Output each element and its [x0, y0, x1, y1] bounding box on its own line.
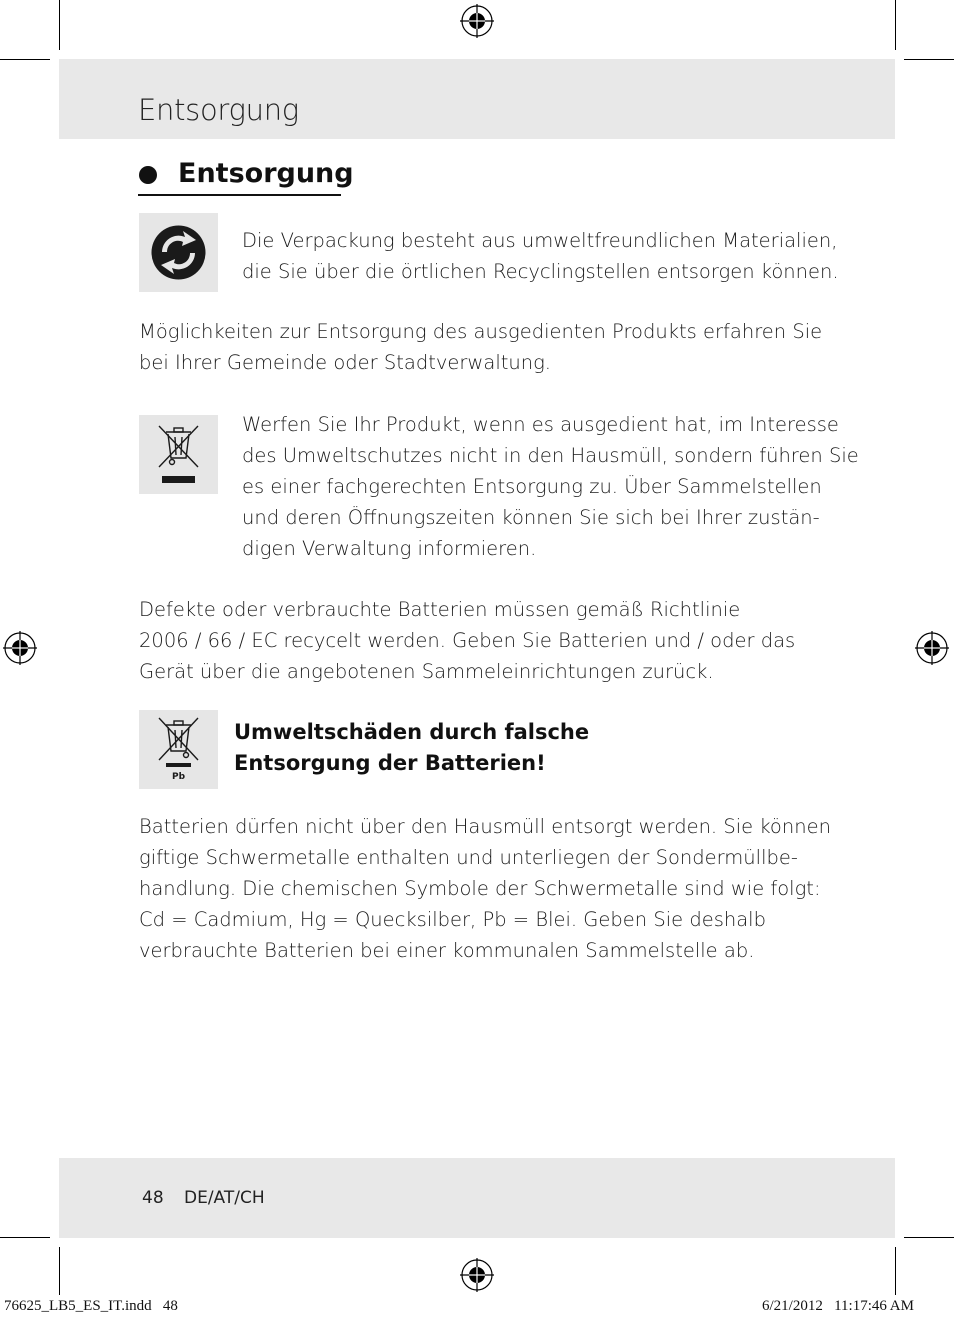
text-line: des Umweltschutzes nicht in den Hausmüll, sondern führen Sie — [242, 444, 859, 467]
bullet-icon — [139, 166, 157, 184]
crop-mark — [59, 1247, 60, 1295]
text-line: Gerät über die angebotenen Sammeleinrichtungen zurück. — [139, 660, 714, 683]
text-line: Umweltschäden durch falsche — [234, 720, 590, 744]
text-line: es einer fachgerechten Entsorgung zu. Über Sammelstellen — [242, 475, 822, 498]
recycling-icon-box — [139, 213, 218, 292]
registration-mark-icon — [460, 1258, 494, 1292]
region-label: DE/AT/CH — [184, 1188, 265, 1208]
print-slug-timestamp: 6/21/2012 11:17:46 AM — [762, 1298, 914, 1314]
text-line: und deren Öffnungszeiten können Sie sich bei Ihrer zustän- — [242, 506, 820, 529]
battery-symbol-label: Pb — [172, 772, 186, 782]
crossed-out-wheelie-bin-icon — [139, 415, 218, 494]
warning-text — [234, 717, 589, 779]
print-slug-file: 76625_LB5_ES_IT.indd 48 — [4, 1298, 178, 1314]
registration-mark-icon — [460, 4, 494, 38]
text-line: Möglichkeiten zur Entsorgung des ausgedienten Produkts erfahren Sie — [139, 320, 823, 343]
batteries-info-paragraph — [139, 811, 831, 966]
options-paragraph — [139, 316, 822, 378]
registration-mark-icon — [915, 631, 949, 665]
text-line: Batterien dürfen nicht über den Hausmüll entsorgt werden. Sie können — [139, 815, 831, 838]
text-line: Entsorgung der Batterien! — [234, 751, 546, 775]
weee-icon-box — [139, 415, 218, 494]
text-line: die Sie über die örtlichen Recyclingstellen entsorgen können. — [242, 260, 839, 283]
green-dot-recycling-icon — [139, 213, 218, 292]
text-line: Die Verpackung besteht aus umweltfreundlichen Materialien, — [242, 229, 838, 252]
text-line: bei Ihrer Gemeinde oder Stadtverwaltung. — [139, 351, 552, 374]
packaging-paragraph — [242, 225, 839, 287]
section-heading-text: Entsorgung — [178, 158, 354, 189]
crop-mark — [895, 1247, 896, 1295]
text-line: digen Verwaltung informieren. — [242, 537, 537, 560]
crop-mark — [59, 0, 60, 50]
crop-mark — [904, 1237, 954, 1238]
battery-icon-box — [139, 710, 218, 789]
crop-mark — [895, 0, 896, 50]
crop-mark — [0, 59, 50, 60]
crop-mark — [0, 1237, 50, 1238]
text-line: Defekte oder verbrauchte Batterien müssen gemäß Richtlinie — [139, 598, 741, 621]
page-number: 48 — [142, 1188, 164, 1208]
text-line: handlung. Die chemischen Symbole der Schwermetalle sind wie folgt: — [139, 877, 821, 900]
page-title: Entsorgung — [138, 93, 299, 127]
crop-mark — [904, 59, 954, 60]
text-line: verbrauchte Batterien bei einer kommunalen Sammelstelle ab. — [139, 939, 755, 962]
text-line: Werfen Sie Ihr Produkt, wenn es ausgedient hat, im Interesse — [242, 413, 839, 436]
batteries-directive-paragraph — [139, 594, 795, 687]
text-line: 2006 / 66 / EC recycelt werden. Geben Sie Batterien und / oder das — [139, 629, 796, 652]
heading-underline — [138, 194, 341, 196]
product-paragraph — [242, 409, 859, 564]
text-line: giftige Schwermetalle enthalten und unterliegen der Sondermüllbe- — [139, 846, 798, 869]
text-line: Cd = Cadmium, Hg = Quecksilber, Pb = Blei. Geben Sie deshalb — [139, 908, 766, 931]
registration-mark-icon — [3, 631, 37, 665]
